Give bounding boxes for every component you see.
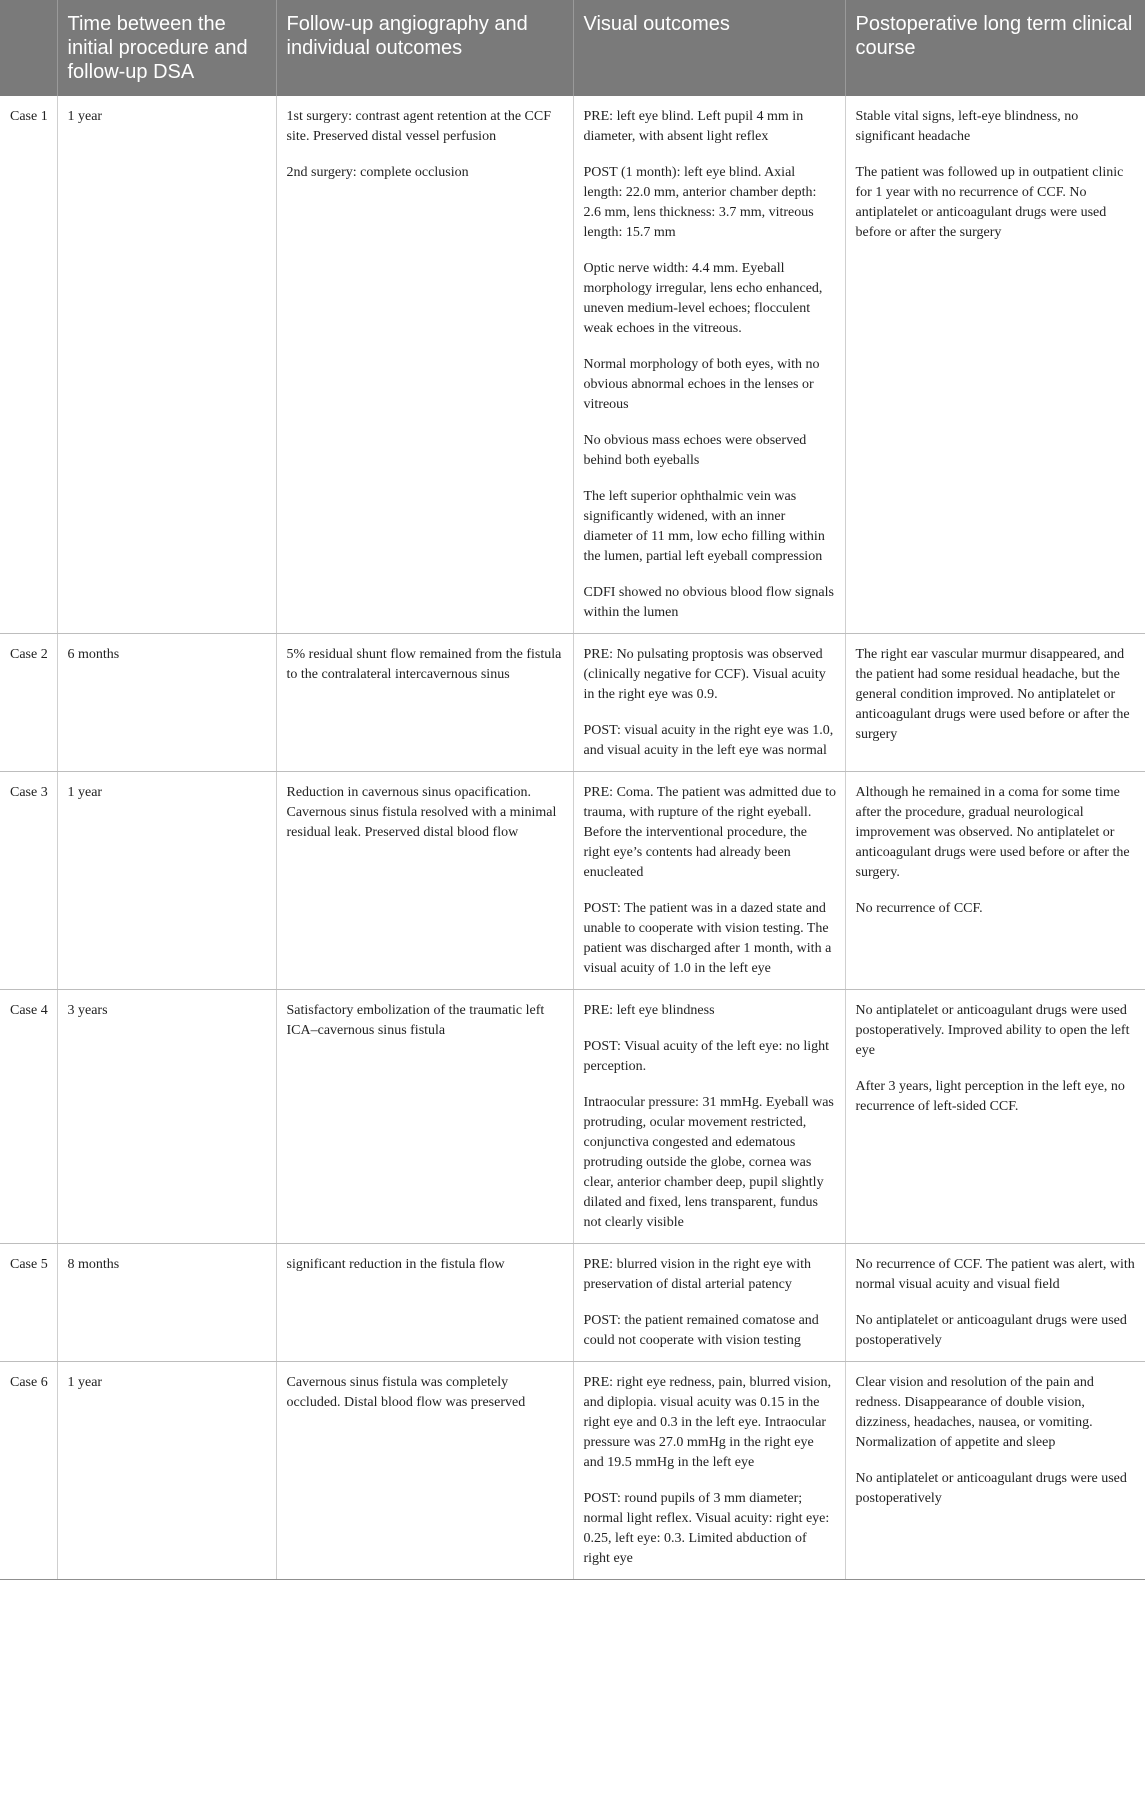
case-cell [0, 772, 57, 990]
angiography-paragraph: 5% residual shunt flow remained from the fistula to the contralateral intercavernous sinus [286, 647, 562, 682]
visual-outcomes-cell [573, 1244, 845, 1362]
case-cell [0, 1362, 57, 1580]
visual-outcome-paragraph: POST: Visual acuity of the left eye: no light perception. [583, 1039, 829, 1074]
visual-outcome-paragraph: No obvious mass echoes were observed behind both eyeballs [583, 433, 807, 468]
case-label: Case 1 [10, 109, 48, 124]
clinical-course-paragraph: No antiplatelet or anticoagulant drugs were used postoperatively [855, 1313, 1127, 1348]
header-visual-outcomes: Visual outcomes [573, 0, 845, 96]
visual-outcome-paragraph: PRE: right eye redness, pain, blurred vision, and diplopia. visual acuity was 0.15 in the right eye and 0.3 in the left eye. Intraocular pressure was 27.0 mmHg in the right eye and 19.5 mmHg in the left eye [583, 1375, 832, 1470]
visual-outcomes-cell [573, 990, 845, 1244]
case-label: Case 2 [10, 647, 48, 662]
visual-outcome-paragraph: PRE: blurred vision in the right eye with preservation of distal arterial patency [583, 1257, 811, 1292]
angiography-paragraph: 2nd surgery: complete occlusion [286, 165, 469, 180]
angiography-cell [276, 634, 573, 772]
clinical-course-paragraph: After 3 years, light perception in the left eye, no recurrence of left-sided CCF. [855, 1079, 1125, 1114]
time-cell: 1 year [57, 1362, 276, 1580]
clinical-course-cell [845, 634, 1145, 772]
visual-outcome-paragraph: PRE: left eye blind. Left pupil 4 mm in diameter, with absent light reflex [583, 109, 804, 144]
visual-outcomes-cell [573, 1362, 845, 1580]
header-angiography: Follow-up angiography and individual outcomes [276, 0, 573, 96]
time-cell: 8 months [57, 1244, 276, 1362]
visual-outcome-paragraph: CDFI showed no obvious blood flow signals within the lumen [583, 585, 834, 620]
visual-outcome-paragraph: POST: The patient was in a dazed state and unable to cooperate with vision testing. The patient was discharged after 1 month, with a visual acuity of 1.0 in the left eye [583, 901, 832, 976]
visual-outcome-paragraph: PRE: left eye blindness [583, 1003, 715, 1018]
angiography-cell [276, 1362, 573, 1580]
clinical-course-paragraph: The patient was followed up in outpatient clinic for 1 year with no recurrence of CCF. No antiplatelet or anticoagulant drugs were used before or after the surgery [855, 165, 1124, 240]
angiography-paragraph: Cavernous sinus fistula was completely occluded. Distal blood flow was preserved [286, 1375, 526, 1410]
header-row [0, 0, 1145, 96]
case-cell [0, 1244, 57, 1362]
case-label: Case 6 [10, 1375, 48, 1390]
table-row [0, 990, 1145, 1244]
time-cell: 1 year [57, 772, 276, 990]
clinical-course-cell [845, 772, 1145, 990]
table-row [0, 772, 1145, 990]
angiography-paragraph: Satisfactory embolization of the traumatic left ICA–cavernous sinus fistula [286, 1003, 545, 1038]
table-row [0, 96, 1145, 634]
case-label: Case 4 [10, 1003, 48, 1018]
case-cell [0, 96, 57, 634]
visual-outcome-paragraph: Optic nerve width: 4.4 mm. Eyeball morphology irregular, lens echo enhanced, uneven medium-level echoes; flocculent weak echoes in the vitreous. [583, 261, 823, 336]
visual-outcome-paragraph: Normal morphology of both eyes, with no obvious abnormal echoes in the lenses or vitreous [583, 357, 820, 412]
case-cell [0, 990, 57, 1244]
visual-outcome-paragraph: PRE: No pulsating proptosis was observed (clinically negative for CCF). Visual acuity in the right eye was 0.9. [583, 647, 826, 702]
visual-outcome-paragraph: PRE: Coma. The patient was admitted due to trauma, with rupture of the right eyeball. Before the interventional procedure, the right eye’s contents had already been enucleated [583, 785, 836, 880]
clinical-course-cell [845, 1244, 1145, 1362]
header-clinical-course: Postoperative long term clinical course [845, 0, 1145, 96]
angiography-paragraph: significant reduction in the fistula flow [286, 1257, 505, 1272]
angiography-cell [276, 772, 573, 990]
angiography-cell [276, 1244, 573, 1362]
time-cell: 6 months [57, 634, 276, 772]
clinical-course-paragraph: The right ear vascular murmur disappeared, and the patient had some residual headache, but the general condition improved. No antiplatelet or anticoagulant drugs were used before or after the surgery [855, 647, 1130, 742]
visual-outcome-paragraph: POST (1 month): left eye blind. Axial length: 22.0 mm, anterior chamber depth: 2.6 mm, lens thickness: 3.7 mm, vitreous length: 15.7 mm [583, 165, 817, 240]
table-header [0, 0, 1145, 96]
angiography-cell [276, 990, 573, 1244]
case-cell [0, 634, 57, 772]
table-row [0, 1244, 1145, 1362]
table-body [0, 96, 1145, 1580]
visual-outcomes-cell [573, 634, 845, 772]
time-cell: 3 years [57, 990, 276, 1244]
visual-outcomes-cell [573, 96, 845, 634]
clinical-course-paragraph: No antiplatelet or anticoagulant drugs were used postoperatively [855, 1471, 1127, 1506]
angiography-paragraph: 1st surgery: contrast agent retention at the CCF site. Preserved distal vessel perfusion [286, 109, 552, 144]
clinical-course-paragraph: Although he remained in a coma for some time after the procedure, gradual neurological improvement was observed. No antiplatelet or anticoagulant drugs were used before or after the surgery. [855, 785, 1130, 880]
clinical-course-cell [845, 990, 1145, 1244]
clinical-course-paragraph: Stable vital signs, left-eye blindness, no significant headache [855, 109, 1079, 144]
visual-outcome-paragraph: Intraocular pressure: 31 mmHg. Eyeball was protruding, ocular movement restricted, conjunctiva congested and edematous protruding outside the globe, cornea was clear, anterior chamber deep, pupil slightly dilated and fixed, lens transparent, fundus not clearly visible [583, 1095, 834, 1230]
angiography-paragraph: Reduction in cavernous sinus opacification. Cavernous sinus fistula resolved with a minimal residual leak. Preserved distal blood flow [286, 785, 557, 840]
table-row [0, 1362, 1145, 1580]
clinical-course-cell [845, 96, 1145, 634]
case-label: Case 3 [10, 785, 48, 800]
visual-outcomes-cell [573, 772, 845, 990]
clinical-course-paragraph: Clear vision and resolution of the pain and redness. Disappearance of double vision, dizziness, headaches, nausea, or vomiting. Normalization of appetite and sleep [855, 1375, 1094, 1450]
visual-outcome-paragraph: POST: round pupils of 3 mm diameter; normal light reflex. Visual acuity: right eye: 0.25, left eye: 0.3. Limited abduction of right eye [583, 1491, 830, 1566]
clinical-course-cell [845, 1362, 1145, 1580]
table-row [0, 634, 1145, 772]
time-cell: 1 year [57, 96, 276, 634]
clinical-course-paragraph: No recurrence of CCF. The patient was alert, with normal visual acuity and visual field [855, 1257, 1135, 1292]
case-label: Case 5 [10, 1257, 48, 1272]
header-time: Time between the initial procedure and follow-up DSA [57, 0, 276, 96]
angiography-cell [276, 96, 573, 634]
header-case [0, 0, 57, 96]
visual-outcome-paragraph: POST: the patient remained comatose and could not cooperate with vision testing [583, 1313, 819, 1348]
clinical-course-paragraph: No antiplatelet or anticoagulant drugs were used postoperatively. Improved ability to open the left eye [855, 1003, 1130, 1058]
clinical-course-paragraph: No recurrence of CCF. [855, 901, 983, 916]
visual-outcome-paragraph: POST: visual acuity in the right eye was 1.0, and visual acuity in the left eye was normal [583, 723, 834, 758]
visual-outcome-paragraph: The left superior ophthalmic vein was significantly widened, with an inner diameter of 11 mm, low echo filling within the lumen, partial left eyeball compression [583, 489, 825, 564]
